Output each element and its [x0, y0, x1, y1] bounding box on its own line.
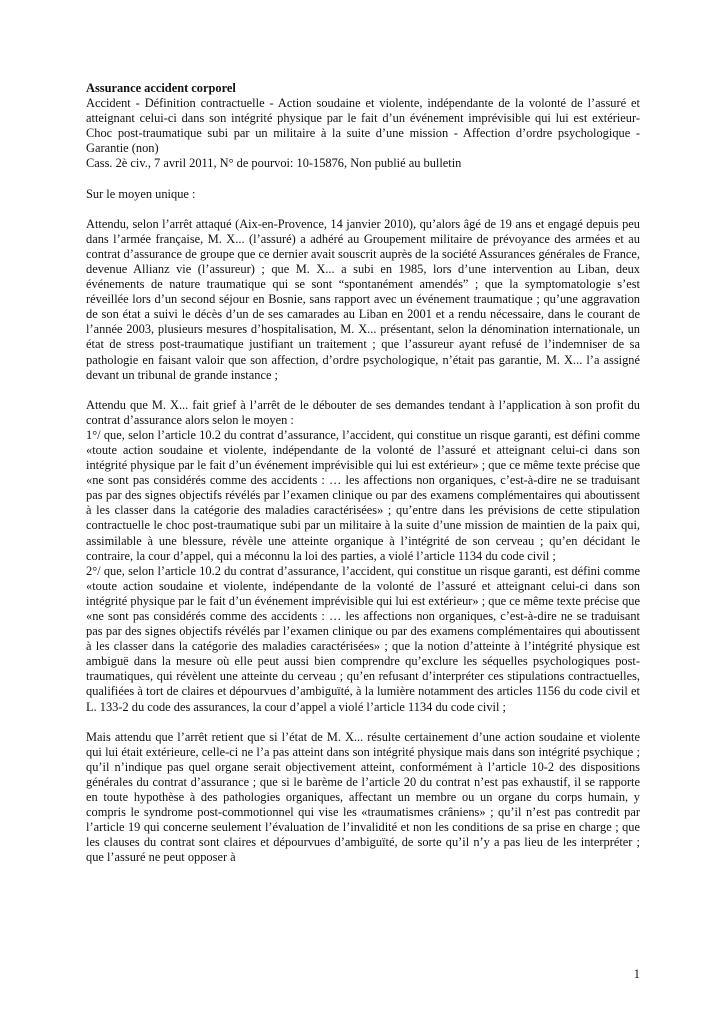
document-title: Assurance accident corporel — [86, 81, 236, 95]
paragraph-grief-intro: Attendu que M. X... fait grief à l’arrêt de le débouter de ses demandes tendant à l’application à son profit du contrat d’assurance alors selon le moyen : — [86, 397, 640, 427]
spacer — [86, 715, 640, 730]
paragraph-facts: Attendu, selon l’arrêt attaqué (Aix-en-Provence, 14 janvier 2010), qu’alors âgé de 19 ans et engagé depuis peu dans l’armée française, M. X... (l’assuré) a adhéré au Groupement militaire de prévoyance des armées et au contrat d’assurance de groupe que ce dernier avait souscrit auprès de la société Assurances générales de France, devenue Allianz vie (l’assureur) ; que M. X... a subi en 1985, lors d’une intervention au Liban, deux événements de nature traumatique qui se sont “spontanément amendés” ; que la symptomatologie s’est réveillée lors d’un second séjour en Bosnie, sans rapport avec un événement traumatique ; qu’une aggravation de son état a suivi le décès d’un de ses camarades au Liban en 2001 et a rendu nécessaire, dans le courant de l’année 2003, plusieurs mesures d’hospitalisation, M. X... présentant, selon la dénomination internationale, un état de stress post-traumatique justifiant un traitement ; que l’assureur ayant refusé de l’indemniser de sa pathologie en faisant valoir que son affection, d’ordre psychologique, n’était pas garantie, M. X... l’a assigné devant un tribunal de grande instance ; — [86, 216, 640, 382]
spacer — [86, 172, 640, 187]
paragraph-point-1: 1°/ que, selon l’article 10.2 du contrat d’assurance, l’accident, qui constitue un risque garanti, est défini comme «toute action soudaine et violente, indépendante de la volonté de l’assuré et atteignant celui-ci dans son intégrité physique par le fait d’un événement imprévisible qui lui est extérieur» ; que ce même texte précise que «ne sont pas considérés comme des accidents : … les affections non organiques, c’est-à-dire ne se traduisant pas par des signes objectifs révélés par l’examen clinique ou par des examens complémentaires qui aboutissent à les classer dans la catégorie des maladies caractérisées» ; qu’entre dans les prévisions de cette stipulation contractuelle le choc post-traumatique subi par un militaire à la suite d’une mission de maintien de la paix qui, assimilable à une blessure, révèle une atteinte organique à l’intégrité de son cerveau ; qu’en décidant le contraire, la cour d’appel, qui a méconnu la loi des parties, a violé l’article 1134 du code civil ; — [86, 427, 640, 563]
document-body — [86, 81, 640, 866]
spacer — [86, 383, 640, 398]
paragraph-response: Mais attendu que l’arrêt retient que si l’état de M. X... résulte certainement d’une action soudaine et violente qui lui était extérieure, celle-ci ne l’a pas atteint dans son intégrité physique mais dans son intégrité psychique ; qu’il n’indique pas quel organe serait objectivement atteint, conformément à l’article 10-2 des dispositions générales du contrat d’assurance ; que si le barème de l’article 20 du contrat n’est pas exhaustif, il se rapporte en toute hypothèse à des pathologies organiques, affectant un membre ou un organe du corps humain, y compris le syndrome post-commotionnel qui vise les «traumatismes crâniens» ; qu’il n’est pas contredit par l’article 19 qui concerne seulement l’évaluation de l’invalidité et non les conditions de sa prise en charge ; que les clauses du contrat sont claires et dépourvues d’ambiguïté, de sorte qu’il n’y a pas lieu de les interpréter ; que l’assuré ne peut opposer à — [86, 729, 640, 865]
section-heading: Sur le moyen unique : — [86, 186, 196, 201]
document-summary: Accident - Définition contractuelle - Action soudaine et violente, indépendante de la volonté de l’assuré et atteignant celui-ci dans son intégrité physique par le fait d’un événement imprévisible qui lui est extérieur- Choc post-traumatique subi par un militaire à la suite d’une mission - Affection d’ordre psychologique - Garantie (non) — [86, 96, 640, 156]
spacer — [86, 202, 640, 217]
paragraph-point-2: 2°/ que, selon l’article 10.2 du contrat d’assurance, l’accident, qui constitue un risque garanti, est défini comme «toute action soudaine et violente, indépendante de la volonté de l’assuré et atteignant celui-ci dans son intégrité physique par le fait d’un événement imprévisible qui lui est extérieur» ; que ce même texte précise que «ne sont pas considérés comme des accidents : … les affections non organiques, c’est-à-dire ne se traduisant pas par des signes objectifs révélés par l’examen clinique ou par des examens complémentaires qui aboutissent à les classer dans la catégorie des maladies caractérisées» ; que la notion d’atteinte à l’intégrité physique est ambiguë dans la mesure où elle peut aussi bien comprendre qu’exclure les séquelles psychologiques post-traumatiques, qui révèlent une atteinte du cerveau ; qu’en refusant d’interpréter ces stipulations contractuelles, qualifiées à tort de claires et dépourvues d’ambiguïté, à la lumière notamment des articles 1156 du code civil et L. 133-2 du code des assurances, la cour d’appel a violé l’article 1134 du code civil ; — [86, 563, 640, 714]
page-number: 1 — [633, 967, 640, 981]
document-citation: Cass. 2è civ., 7 avril 2011, N° de pourvoi: 10-15876, Non publié au bulletin — [86, 156, 462, 171]
